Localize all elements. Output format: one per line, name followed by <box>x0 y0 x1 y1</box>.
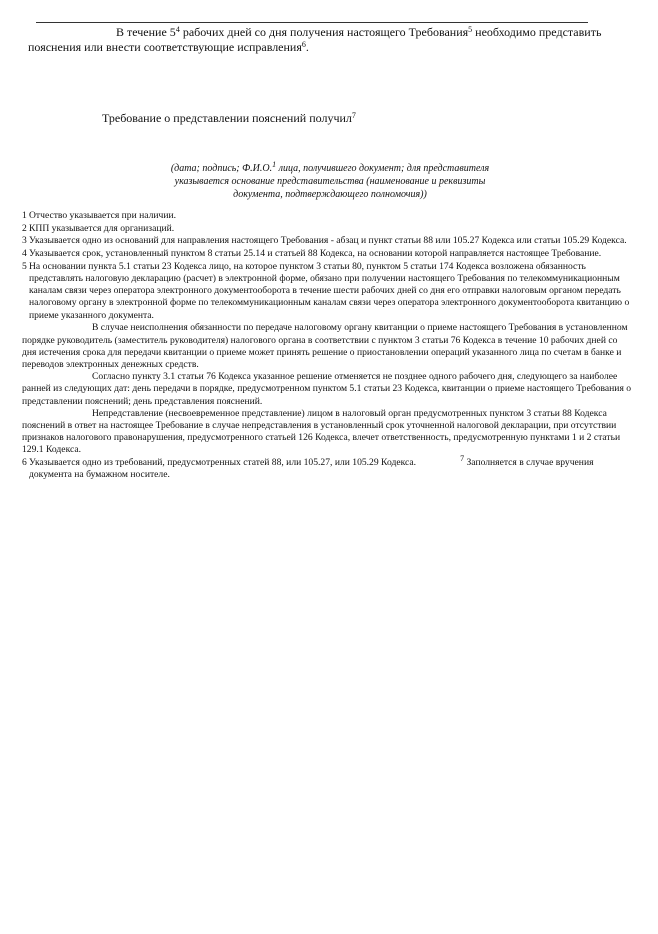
footnote-5-paragraph-3: Непредставление (несвоевременное представление) лицом в налоговый орган предусмотренных пунктом 3 статьи 88 Кодекса пояснений в ответ на настоящее Требование в случае непредставления в установленный срок уточненной налоговой декларации, при отсутствии признаков налогового правонарушения, предусмотренного статьей 126 Кодекса, влечет ответственность, предусмотренную пунктами 1 и 2 статьи 129.1 Кодекса. <box>22 407 621 456</box>
footnotes-section <box>22 210 632 481</box>
footnote-ref-6: 6 <box>301 40 306 49</box>
footnote-text: Отчество указывается при наличии. <box>29 210 177 221</box>
top-rule <box>36 22 588 23</box>
footnote-ref-1: 1 <box>272 160 277 169</box>
footnote-ref-7: 7 <box>351 111 356 120</box>
footnote-ref-4: 4 <box>175 25 180 34</box>
intro-text-2: рабочих дней со дня получения настоящего Требования <box>179 25 469 39</box>
signature-note <box>150 162 510 201</box>
footnote-3 <box>22 235 632 247</box>
footnote-5 <box>22 261 632 322</box>
signature-note-text-2: лица, получившего документ; для представителя указывается основание представительства (наименование и реквизиты документа, подтверждающего полномочия)) <box>174 163 490 200</box>
footnote-text: КПП указывается для организаций. <box>29 222 175 234</box>
footnote-1 <box>22 210 632 222</box>
footnote-6-7 <box>22 453 632 481</box>
footnote-text: На основании пункта 5.1 статьи 23 Кодекса лицо, на которое пунктом 3 статьи 80, пунктом 5 статьи 174 Кодекса возложена обязанность представлять налоговую декларацию (расчет) в электронной форме, обязано при получении настоящего Требования по телекоммуникационным каналам связи через оператора электронного документооборота в течение шести рабочих дней со дня его отправки налоговым органом передать налоговому органу в электронной форме по телекоммуникационным каналам связи через оператора электронного документооборота квитанцию о приеме указанного документа. <box>29 260 630 321</box>
intro-text-4: . <box>305 40 309 54</box>
footnote-ref-5: 5 <box>468 25 473 34</box>
footnote-text: Указывается срок, установленный пунктом 8 статьи 25.14 и статьей 88 Кодекса, на основании которой направляется настоящее Требование. <box>29 248 602 260</box>
footnote-number: 2 <box>22 222 27 234</box>
footnote-number: 5 <box>22 260 27 272</box>
signature-note-text-1: (дата; подпись; Ф.И.О. <box>170 163 273 174</box>
footnote-text: Указывается одно из требований, предусмотренных статей 88, или 105.27, или 105.29 Кодекса. <box>29 456 417 468</box>
footnote-5-paragraph-1: В случае неисполнения обязанности по передаче налоговому органу квитанции о приеме настоящего Требования в установленном порядке руководитель (заместитель руководителя) налогового органа в соответствии с пунктом 3 статьи 76 Кодекса в течение 10 рабочих дней со дня истечения срока для передачи квитанции о приеме может принять решение о приостановлении операций указанного лица по счетам в банке и переводов электронных денежных средств. <box>22 322 628 370</box>
intro-text-3: необходимо представить пояснения или внести соответствующие исправления <box>28 25 602 54</box>
intro-paragraph <box>28 25 648 55</box>
footnote-number: 3 <box>22 235 27 247</box>
footnote-text: Заполняется в случае вручения документа на бумажном носителе. <box>29 456 594 480</box>
received-text: Требование о представлении пояснений получил <box>102 111 352 125</box>
intro-text-1: В течение 5 <box>116 25 176 39</box>
footnote-2 <box>22 223 632 235</box>
footnote-number: 6 <box>22 456 27 468</box>
footnote-text: Указывается одно из оснований для направления настоящего Требования - абзац и пункт статьи 88 или 105.27 Кодекса или статьи 105.29 Кодекса. <box>29 235 627 247</box>
footnote-number: 4 <box>22 248 27 260</box>
footnote-number: 7 <box>460 453 465 463</box>
received-label <box>102 111 356 126</box>
footnote-number: 1 <box>22 210 27 221</box>
footnote-5-paragraph-2: Согласно пункту 3.1 статьи 76 Кодекса указанное решение отменяется не позднее одного рабочего дня, следующего за наиболее ранней из следующих дат: день передачи в порядке, предусмотренном пунктом 5.1 статьи 23 Кодекса, квитанции о приеме настоящего Требования о представлении пояснений; день представления пояснений. <box>22 371 632 407</box>
footnote-4 <box>22 248 632 260</box>
